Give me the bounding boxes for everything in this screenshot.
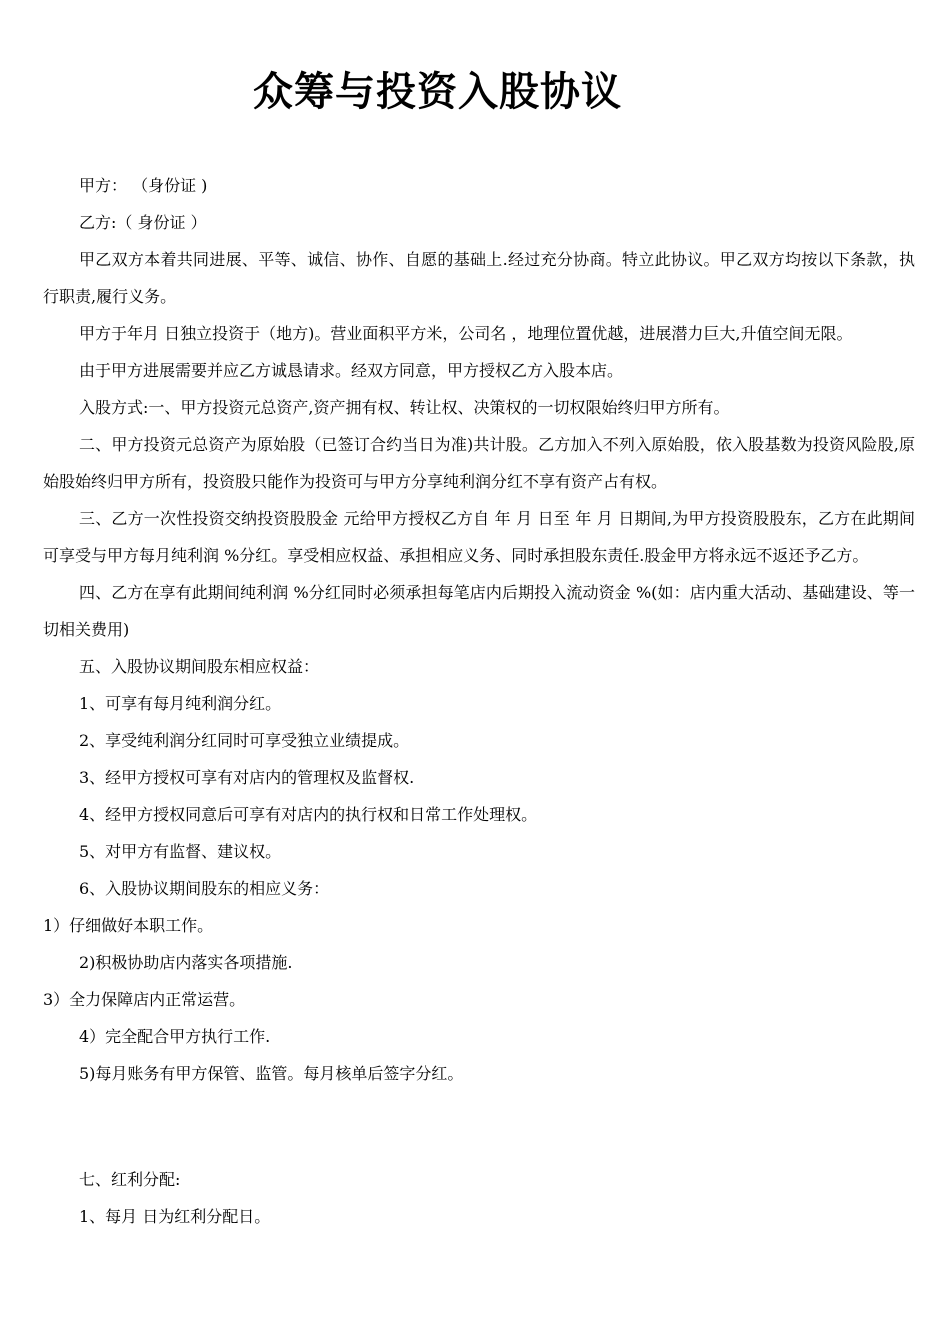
document-paragraph: 三、乙方一次性投资交纳投资股股金 元给甲方授权乙方自 年 月 日至 年 月 日期间,为甲方投资股股东，乙方在此期间可享受与甲方每月纯利润 %分红。享受相应权益、承担相应义务、同时承担股东责任.股金甲方将永远不返还予乙方。 <box>43 509 915 565</box>
document-paragraph: 七、红利分配: <box>79 1170 181 1189</box>
document-paragraph: 6、入股协议期间股东的相应义务： <box>79 879 330 898</box>
document-paragraph: 二、甲方投资元总资产为原始股（已签订合约当日为准)共计股。乙方加入不列入原始股，依入股基数为投资风险股,原始股始终归甲方所有，投资股只能作为投资可与甲方分享纯利润分红不享有资产占有权。 <box>43 435 915 491</box>
blank-line <box>43 1108 915 1145</box>
document-paragraph: 由于甲方进展需要并应乙方诚恳请求。经双方同意，甲方授权乙方入股本店。 <box>79 361 624 380</box>
document-paragraph: 1、每月 日为红利分配日。 <box>79 1207 271 1226</box>
document-paragraph: 入股方式:一、甲方投资元总资产,资产拥有权、转让权、决策权的一切权限始终归甲方所有。 <box>79 398 730 417</box>
document-paragraph: 5)每月账务有甲方保管、监管。每月核单后签字分红。 <box>79 1064 464 1083</box>
document-body <box>43 167 915 1235</box>
document-paragraph: 甲方： （身份证 ) <box>79 176 208 195</box>
document-paragraph: 1、可享有每月纯利润分红。 <box>79 694 282 713</box>
document-paragraph: 4、经甲方授权同意后可享有对店内的执行权和日常工作处理权。 <box>79 805 538 824</box>
document-paragraph: 五、入股协议期间股东相应权益： <box>79 657 320 676</box>
document-paragraph: 四、乙方在享有此期间纯利润 %分红同时必须承担每笔店内后期投入流动资金 %(如：店内重大活动、基础建设、等一切相关费用) <box>43 583 915 639</box>
document-paragraph: 3、经甲方授权可享有对店内的管理权及监督权. <box>79 768 415 787</box>
document-paragraph: 1）仔细做好本职工作。 <box>43 916 214 935</box>
document-paragraph: 甲乙双方本着共同进展、平等、诚信、协作、自愿的基础上.经过充分协商。特立此协议。甲乙双方均按以下条款，执行职责,履行义务。 <box>43 250 915 306</box>
document-paragraph: 乙方:（ 身份证 ） <box>79 213 207 232</box>
document-paragraph: 2)积极协助店内落实各项措施. <box>79 953 293 972</box>
document-paragraph: 甲方于年月 日独立投资于（地方)。营业面积平方米，公司名 ，地理位置优越，进展潜力巨大,升值空间无限。 <box>79 324 853 343</box>
document-paragraph: 3）全力保障店内正常运营。 <box>43 990 246 1009</box>
document-paragraph: 5、对甲方有监督、建议权。 <box>79 842 282 861</box>
document-paragraph: 2、享受纯利润分红同时可享受独立业绩提成。 <box>79 731 410 750</box>
document-paragraph: 4）完全配合甲方执行工作. <box>79 1027 271 1046</box>
document-title: 众筹与投资入股协议 <box>253 69 622 115</box>
